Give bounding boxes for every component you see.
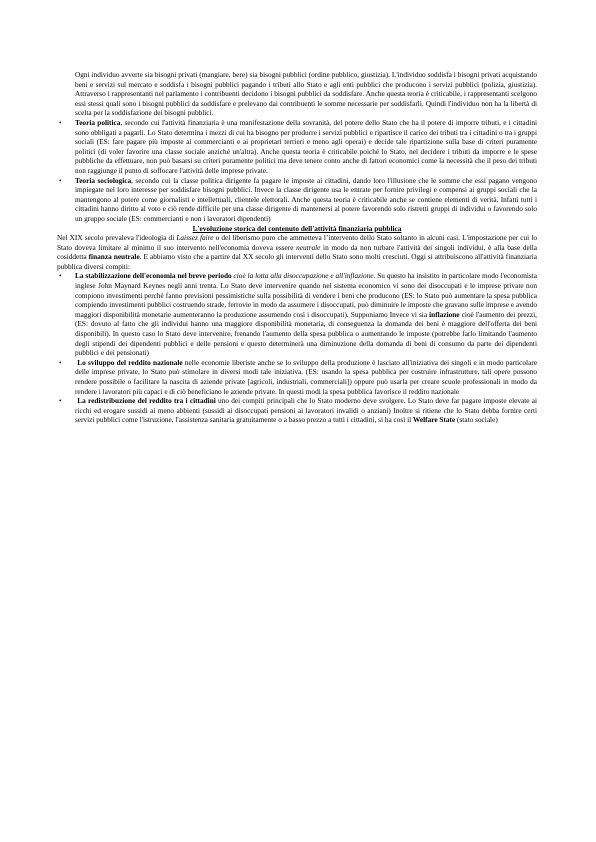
list-item-teoria-politica <box>57 118 537 176</box>
item-title: Teoria sociologica <box>75 175 132 185</box>
paragraph-text: o del liberismo puro che ammetteva l’intervento dello Stato soltanto in alcuni casi. L'impostazione per cui lo Stato doveva limitare al minimo il suo intervento nell'economia doveva essere <box>57 233 537 252</box>
bullet-icon: • <box>59 271 62 281</box>
item-text: , secondo cui la classe politica dirigente fa pagare le imposte ai cittadini, dando loro l'illusione che le somme che essi pagano vengono impiegate nel loro interesse per soddisfare bisogni pubblici. Invece la classe dirigente usa le entrate per fornire privilegi e compensi ai gruppi sociali che la mantengono al potere come giornalisti e intellettuali, clientele elettorali. Anche questa teoria è criticabile anche se contiene elementi di verità. Infatti tutti i cittadini hanno diritto al voto e ciò rende difficile per una classe dirigente di mantenersi al potere favorendo solo ristretti gruppi di individui o favorendo solo un gruppo sociale (ES: commercianti e non i lavoratori dipendenti) <box>75 175 538 223</box>
bullet-icon: • <box>59 396 62 406</box>
paragraph-text: in modo da non turbare l'attività dei singoli individui, è alla base della cosiddetta <box>57 242 538 262</box>
item-title: Lo sviluppo del reddito nazionale <box>77 357 183 367</box>
item-title: La redistribuzione del reddito tra i cittadini <box>77 396 216 406</box>
section-heading: L'evoluzione storica del contenuto dell'attività finanziaria pubblica <box>192 223 402 233</box>
list-item-redistribuzione <box>57 396 537 425</box>
italic-term: neutrale <box>296 242 321 252</box>
paragraph-text: . E abbiamo visto che a partire dal XX secolo gli interventi dello Stato sono molti cresciuti. Oggi si attribuiscono all'attività finanziaria pubblica diversi compiti: <box>57 252 537 271</box>
item-text: (stato sociale) <box>455 415 498 425</box>
section-paragraph <box>57 233 537 271</box>
intro-paragraph: Ogni individuo avverte sia bisogni privati (mangiare, bere) sia bisogni pubblici (ordine pubblico, giustizia). L'individuo soddisfa i bisogni privati acquistando beni e servizi sul mercato e soddisfa i bisogni pubblici pagando i tributi allo Stato e agli enti pubblici che producono i servizi pubblici (polizia, giustizia). Attraverso i rappresentanti nel parlamento i contribuenti decidono i bisogni pubblici da soddisfare. Anche questa teoria è criticabile, i rappresentanti scelgono essi stessi quali sono i bisogni pubblici da soddisfare e prelevano dai contribuenti le somme necessarie per soddisfarli. Quindi l'individuo non ha la libertà di scelta per la soddisfazione dei bisogni pubblici. <box>75 70 537 118</box>
item-text: , secondo cui l'attività finanziaria è una manifestazione della sovranità, del potere dello Stato che ha il potere di imporre tributi, e i cittadini sono obbligati a pagarli. Lo Stato determina i mezzi di cui ha bisogno per produrre i servizi pubblici e ripartisce il carico dei tributi tra i cittadini o tra i gruppi sociali (ES: fare pagare più imposte ai commercianti e ai proprietari terrieri e meno agli operai) e decide tale ripartizione sulla base di criteri puramente politici (di voler favorire una classe sociale anziché un'altra). Anche questa teoria è criticabile poiché lo Stato, nel decidere i tributi da imporre e le spese pubbliche da effettuare, non può basarsi su criteri puramente politici ma deve tenere conto anche di fattori economici come la necessità che il peso dei tributi non raggiunge il punto di soffocare l'attività delle imprese private. <box>75 117 537 175</box>
list-item-sviluppo-reddito <box>57 358 537 396</box>
italic-term: Laissez faire <box>176 233 214 243</box>
item-text: . Su questo ha insistito in particolare modo l'economista inglese John Maynard Keynes negli anni trenta. Lo Stato deve intervenire quando nel sistema economico vi sono dei disoccupati e le imprese private non compiono investimenti perchè fanno previsioni pessimistiche sulla possibilità di vendere i beni che producono (ES: lo Stato può aumentare la spesa pubblica compiendo investimenti pubblici costruendo strade, ferrovie in modo da assumere i disoccupati, può diminuire le imposte che gravano sulle imprese e avendo maggiori disponibilità monetarie aumenteranno la produzione assumendo così i disoccupati). Supponiamo Invece vi sia <box>75 271 537 319</box>
item-text: nelle economie liberiste anche se lo sviluppo della produzione è lasciato all'iniziativa dei singoli e in modo particolare delle imprese private, lo Stato può stimolare in diversi modi tale iniziativa. (ES: usando la spesa pubblica per costruire infrastrutture, tali opere possono rendere possibile o facilitare la nascita di aziende private [agricoli, industriali, commerciali]) oppure può usarla per creare scuole professionali in modo da rendere i lavoratori più capaci e di ciò beneficiano le aziende private. In questi modi la spesa pubblica favorisce il reddito nazionale <box>75 357 537 396</box>
paragraph-text: Nel XIX secolo prevaleva l'ideologia di <box>57 233 177 243</box>
bold-term: inflazione <box>429 309 460 319</box>
bullet-icon: • <box>59 117 62 127</box>
bullet-icon: • <box>59 175 62 185</box>
bold-term: Welfare State <box>412 415 456 425</box>
theories-list <box>57 118 537 224</box>
item-title: La stabilizzazione dell'economia nel breve periodo <box>75 271 232 281</box>
list-item-teoria-sociologica <box>57 176 537 224</box>
item-text: cioè l'aumento dei prezzi, (ES: dovuto al fatto che gli individui hanno una maggiore disponibilità monetaria, di conseguenza la domanda dei beni è maggiore dell'offerta dei beni disponibili). In questo caso lo Stato deve intervenire, frenando l'aumento della spesa pubblica o aumentando le imposte (potrebbe farlo limitando l'aumento degli stipendi dei dipendenti pubblici e delle pensioni e questo determinerà una diminuzione della domanda di beni di consumo da parte dei dipendenti pubblici e dei pensionati) <box>75 309 537 358</box>
item-title: Teoria politica <box>75 117 121 127</box>
bullet-icon: • <box>59 357 62 367</box>
tasks-list <box>57 271 537 425</box>
document-page <box>57 70 537 425</box>
italic-term: cioè la lotta alla disoccupazione e all'inflazione <box>231 271 374 281</box>
item-text: uno dei compiti principali che lo Stato moderno deve svolgere. Lo Stato deve far pagare imposte elevate ai ricchi ed erogare sussidi ai meno abbienti (sussidi ai disoccupati pensioni ai lavoratori invalidi o anziani) Inoltre si ritiene che lo Stato debba fornire certi servizi pubblici come l'istruzione, l'assistenza sanitaria gratuitamente o a basso prezzo a tutti i cittadini, si ha così il <box>75 396 538 425</box>
bold-term: finanza neutrale <box>88 252 140 262</box>
list-item-stabilizzazione <box>57 271 537 357</box>
